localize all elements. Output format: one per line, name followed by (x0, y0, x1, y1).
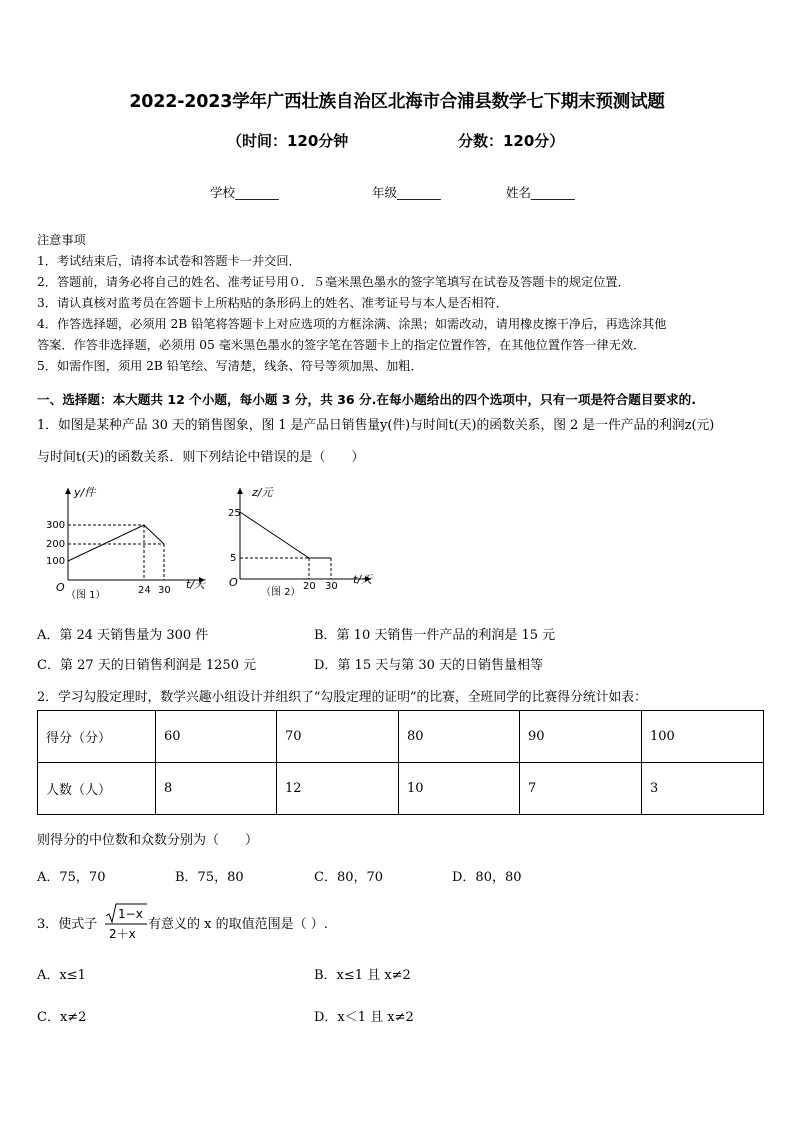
fig2-ytick-25: 25 (228, 508, 241, 519)
q3-numerator: 1−x (118, 907, 143, 921)
fig2-ylabel: z/元 (252, 486, 273, 499)
fig1-ylabel: y/件 (74, 486, 96, 499)
table-row (38, 711, 764, 763)
table-cell: 90 (520, 711, 642, 763)
fig2-xtick-20: 20 (303, 581, 316, 592)
fig2-caption: （图 2） (261, 587, 301, 598)
grade-field: 年级_______ (372, 185, 441, 200)
q1-option-a: A．第 24 天销售量为 300 件 (37, 628, 209, 643)
fig1-ytick-300: 300 (46, 520, 66, 531)
table-row (38, 763, 764, 815)
table-cell: 得分（分） (38, 711, 156, 763)
q2-option-b: B．75，80 (175, 870, 244, 885)
q3-suffix: 有意义的 x 的取值范围是（ ）. (148, 917, 328, 932)
note-item: 4．作答选择题，必须用 2B 铅笔将答题卡上对应选项的方框涂满、涂黑；如需改动，请用橡皮擦干净后，再选涂其他 (37, 317, 667, 331)
notes-heading: 注意事项 (37, 233, 86, 247)
notes-block (37, 230, 767, 377)
q1-option-c: C．第 27 天的日销售利润是 1250 元 (37, 658, 257, 673)
fig2-profit-line (240, 512, 331, 558)
figure-1-chart (40, 480, 220, 605)
q2-option-d: D．80，80 (452, 870, 522, 885)
q3-fraction (103, 902, 147, 942)
fig1-xtick-30: 30 (158, 585, 171, 596)
fig1-caption: （图 1） (66, 590, 106, 601)
table-cell: 80 (399, 711, 520, 763)
q3-prefix: 3．使式子 (37, 917, 98, 932)
table-cell: 10 (399, 763, 520, 815)
q2-stem: 2．学习勾股定理时，数学兴趣小组设计并组织了“勾股定理的证明”的比赛，全班同学的比赛得分统计如表： (37, 690, 647, 705)
fig2-origin: O (229, 576, 238, 589)
table-cell: 8 (156, 763, 277, 815)
fig2-xlabel: t/天 (353, 573, 373, 586)
name-field: 姓名_______ (506, 185, 575, 200)
q1-option-d: D．第 15 天与第 30 天的日销售量相等 (314, 658, 544, 673)
note-item: 答案．作答非选择题，必须用 05 毫米黑色墨水的签字笔在答题卡上的指定位置作答，在其他位置作答一律无效． (37, 338, 646, 352)
note-item: 2．答题前，请务必将自己的姓名、准考证号用０．５毫米黑色墨水的签字笔填写在试卷及答题卡的规定位置． (37, 275, 630, 289)
exam-score: 分数：120分） (458, 132, 565, 150)
note-item: 3．请认真核对监考员在答题卡上所粘贴的条形码上的姓名、准考证号与本人是否相符． (37, 296, 508, 310)
figure-2-chart (225, 480, 385, 605)
table-cell: 60 (156, 711, 277, 763)
table-cell: 人数（人） (38, 763, 156, 815)
table-cell: 70 (277, 711, 399, 763)
score-table (37, 710, 764, 815)
note-item: 1．考试结束后，请将本试卷和答题卡一并交回． (37, 254, 301, 268)
fig1-xtick-24: 24 (138, 585, 151, 596)
table-cell: 100 (642, 711, 764, 763)
q3-option-a: A．x≤1 (37, 968, 86, 983)
section-heading: 一、选择题：本大题共 12 个小题，每小题 3 分，共 36 分.在每小题给出的四个选项中，只有一项是符合题目要求的. (37, 392, 697, 407)
q1-option-b: B．第 10 天销售一件产品的利润是 15 元 (314, 628, 556, 643)
q3-denominator: 2＋x (109, 927, 136, 941)
q3-option-c: C．x≠2 (37, 1010, 87, 1025)
exam-time: （时间：120分钟 (227, 132, 349, 150)
q3-option-b: B．x≤1 且 x≠2 (314, 968, 411, 983)
q2-option-a: A．75，70 (37, 870, 106, 885)
note-item: 5．如需作图，须用 2B 铅笔绘、写清楚，线条、符号等须加黑、加粗． (37, 359, 423, 373)
fig1-ytick-100: 100 (46, 556, 66, 567)
table-cell: 12 (277, 763, 399, 815)
page-title: 2022-2023学年广西壮族自治区北海市合浦县数学七下期末预测试题 (129, 92, 665, 112)
fig1-sales-line (68, 525, 164, 561)
fig2-ytick-5: 5 (230, 553, 237, 564)
q1-stem-line1: 1．如图是某种产品 30 天的销售图象，图 1 是产品日销售量y(件)与时间t(天)的函数关系，图 2 是一件产品的利润z(元) (37, 418, 715, 433)
q1-stem-line2: 与时间t(天)的函数关系．则下列结论中错误的是（ ） (37, 450, 365, 465)
fig1-ytick-200: 200 (46, 539, 66, 550)
fig1-xlabel: t/天 (186, 578, 206, 591)
q3-option-d: D．x＜1 且 x≠2 (314, 1010, 414, 1025)
fig2-y-arrow (237, 488, 243, 494)
fig1-origin: O (56, 581, 65, 594)
table-cell: 3 (642, 763, 764, 815)
school-field: 学校_______ (210, 185, 279, 200)
fig2-xtick-30: 30 (325, 581, 338, 592)
q2-option-c: C．80，70 (314, 870, 384, 885)
q2-question: 则得分的中位数和众数分别为（ ） (37, 833, 259, 848)
table-cell: 7 (520, 763, 642, 815)
fig1-y-arrow (65, 488, 71, 494)
